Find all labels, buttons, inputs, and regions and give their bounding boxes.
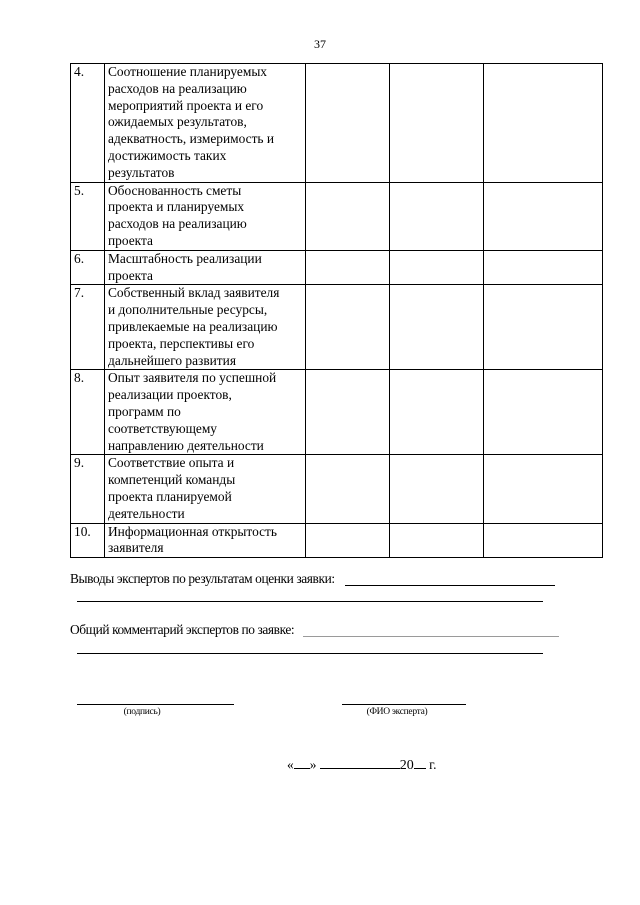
criterion-text-line: Опыт заявителя по успешной [108, 370, 277, 386]
comment-label: Общий комментарий экспертов по заявке: [70, 622, 295, 637]
criterion-text [105, 64, 306, 183]
score-cell-1[interactable] [306, 370, 390, 455]
criterion-text-line: результатов [108, 164, 175, 180]
criterion-text-line: Информационная открытость [108, 523, 278, 539]
criterion-text-line: соответствующему [108, 420, 217, 436]
criterion-text-line: мероприятий проекта и его [108, 97, 264, 113]
score-cell-3[interactable] [484, 370, 603, 455]
score-cell-1[interactable] [306, 285, 390, 370]
score-cell-3[interactable] [484, 455, 603, 523]
criterion-text [105, 182, 306, 250]
score-cell-3[interactable] [484, 250, 603, 285]
table-row [71, 285, 603, 370]
score-cell-1[interactable] [306, 182, 390, 250]
criterion-text-line: направлению деятельности [108, 437, 264, 453]
date-year-prefix: 20 [399, 758, 414, 773]
criterion-text-line: проекта и планируемых [108, 199, 245, 215]
table-row [71, 182, 603, 250]
criterion-text-line: привлекаемые на реализацию [108, 318, 278, 334]
date-year-suffix: г. [429, 757, 437, 772]
score-cell-2[interactable] [390, 250, 484, 285]
criterion-text-line: реализации проектов, [108, 387, 232, 403]
criterion-text-line: ожидаемых результатов, [108, 114, 247, 130]
criteria-table [70, 63, 603, 558]
table-row [71, 64, 603, 183]
date-close-quote: » [309, 757, 317, 772]
date-year-blank[interactable] [414, 755, 426, 769]
criterion-text-line: Масштабность реализации [108, 250, 262, 266]
score-cell-2[interactable] [390, 370, 484, 455]
criterion-text-line: и дополнительные ресурсы, [108, 302, 268, 318]
criterion-text-line: Обоснованность сметы [108, 182, 242, 198]
name-line[interactable] [342, 704, 466, 705]
comment-line-2[interactable] [77, 653, 543, 654]
criteria-table-body [71, 64, 603, 558]
score-cell-3[interactable] [484, 182, 603, 250]
criterion-text-line: проекта планируемой [108, 488, 232, 504]
conclusions-line-1[interactable] [345, 585, 555, 586]
name-caption: (ФИО эксперта) [366, 707, 428, 717]
score-cell-2[interactable] [390, 182, 484, 250]
score-cell-2[interactable] [390, 523, 484, 558]
date-month-blank[interactable] [320, 755, 400, 769]
score-cell-3[interactable] [484, 523, 603, 558]
criterion-text-line: компетенций команды [108, 472, 236, 488]
table-row [71, 523, 603, 558]
criterion-text-line: адекватность, измеримость и [108, 131, 275, 147]
conclusions-label: Выводы экспертов по результатам оценки заявки: [70, 571, 335, 586]
criterion-text [105, 523, 306, 558]
criterion-text-line: проекта [108, 232, 153, 248]
criterion-text-line: достижимость таких [108, 147, 227, 163]
score-cell-3[interactable] [484, 285, 603, 370]
criterion-text-line: программ по [108, 403, 181, 419]
score-cell-3[interactable] [484, 64, 603, 183]
signature-caption: (подпись) [123, 707, 161, 717]
criterion-text-line: Соотношение планируемых [108, 64, 268, 79]
criterion-text-line: расходов на реализацию [108, 216, 247, 232]
criterion-text-line: Соответствие опыта и [108, 455, 235, 471]
criterion-number: 7. [71, 285, 105, 370]
table-row [71, 455, 603, 523]
criterion-text [105, 285, 306, 370]
score-cell-2[interactable] [390, 285, 484, 370]
criterion-text [105, 455, 306, 523]
criterion-number: 8. [71, 370, 105, 455]
criterion-text-line: Собственный вклад заявителя [108, 285, 280, 301]
page-number: 37 [314, 37, 326, 51]
criterion-number: 10. [71, 523, 105, 558]
criterion-number: 9. [71, 455, 105, 523]
score-cell-2[interactable] [390, 64, 484, 183]
score-cell-1[interactable] [306, 455, 390, 523]
criterion-number: 6. [71, 250, 105, 285]
criterion-text-line: расходов на реализацию [108, 80, 247, 96]
date-open-quote: « [287, 757, 294, 772]
conclusions-line-2[interactable] [77, 601, 543, 602]
criterion-text-line: проекта, перспективы его [108, 335, 255, 351]
date-line [287, 755, 436, 774]
criterion-text-line: деятельности [108, 505, 185, 521]
criterion-text-line: дальнейшего развития [108, 352, 236, 368]
comment-line-1[interactable] [303, 636, 559, 637]
criterion-text [105, 250, 306, 285]
score-cell-1[interactable] [306, 523, 390, 558]
table-row [71, 370, 603, 455]
score-cell-2[interactable] [390, 455, 484, 523]
criterion-text-line: заявителя [108, 540, 164, 556]
criterion-text-line: проекта [108, 267, 153, 283]
signature-line[interactable] [77, 704, 234, 705]
date-day-blank[interactable] [294, 755, 310, 769]
criterion-number: 5. [71, 182, 105, 250]
criterion-text [105, 370, 306, 455]
table-row [71, 250, 603, 285]
score-cell-1[interactable] [306, 64, 390, 183]
score-cell-1[interactable] [306, 250, 390, 285]
criterion-number: 4. [71, 64, 105, 183]
